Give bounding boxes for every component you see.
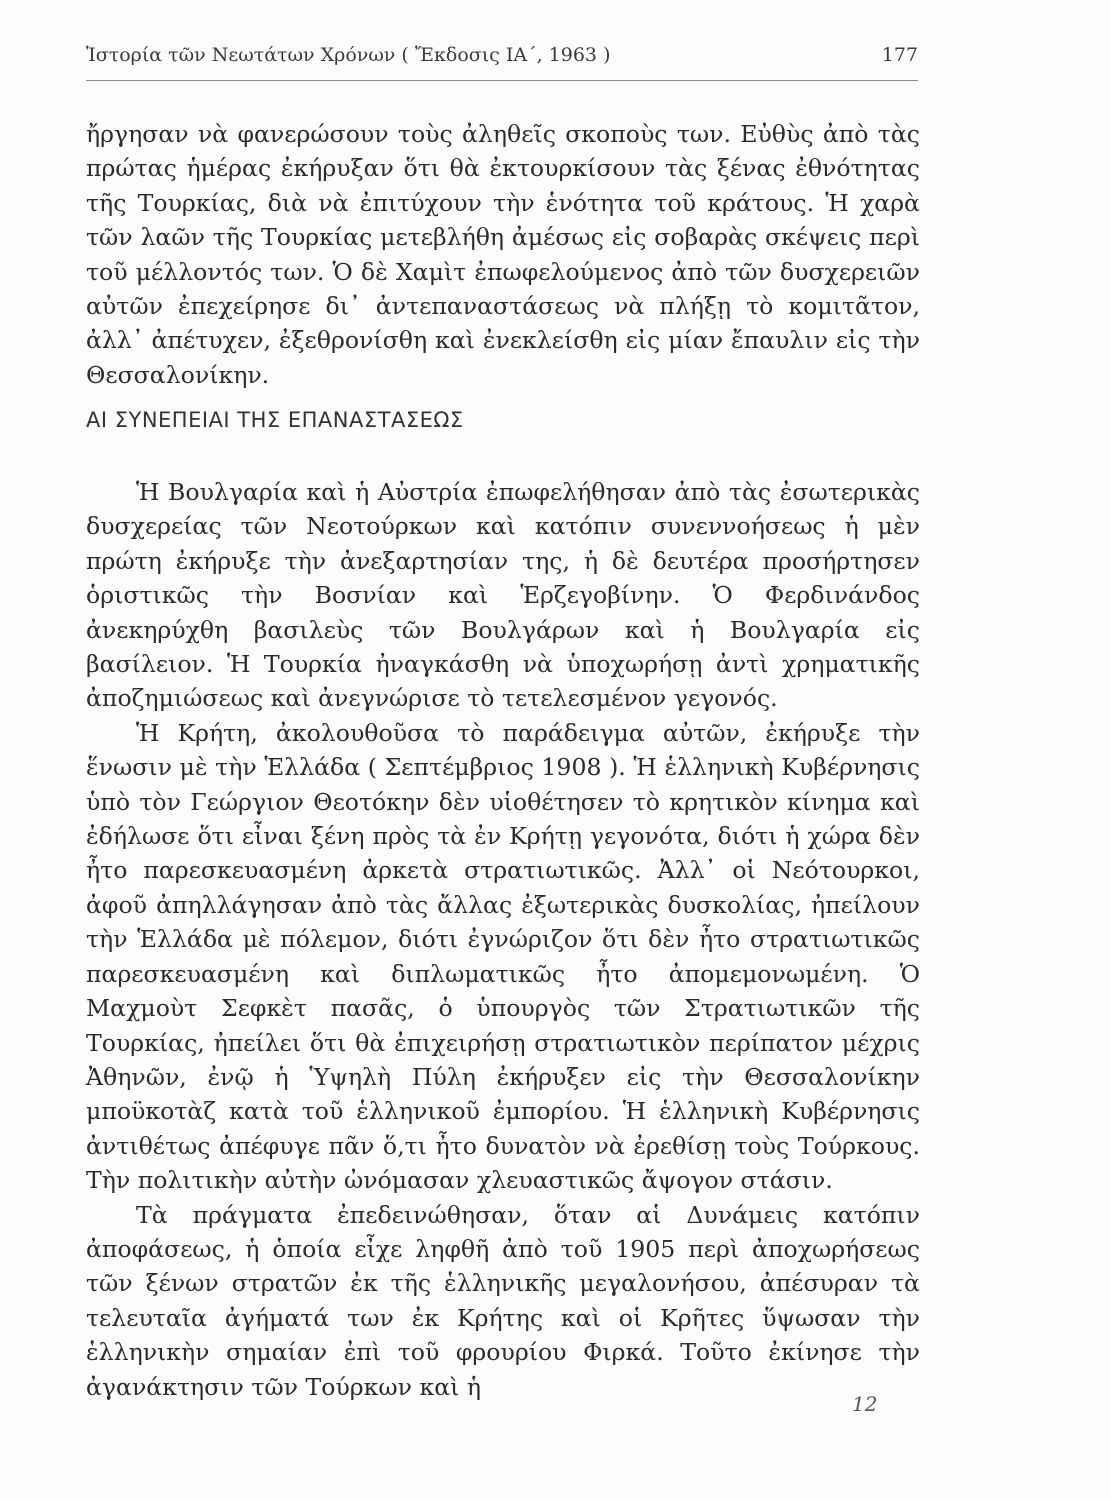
paragraph-crete: Ἡ Κρήτη, ἀκολουθοῦσα τὸ παράδειγμα αὐτῶν, ἐκήρυξε τὴν ἕνωσιν μὲ τὴν Ἑλλάδα ( Σεπτέμβριος 1908 ). Ἡ ἑλληνικὴ Κυβέρνησις ὑπὸ τὸν Γεώργιον Θεοτόκην δὲν υἱοθέτησεν τὸ κρητικὸν κίνημα καὶ ἐδήλωσε ὅτι εἶναι ξένη πρὸς τὰ ἐν Κρήτῃ γεγονότα, διότι ἡ χώρα δὲν ἦτο παρεσκευασμένη ἀρκετὰ στρατιωτικῶς. Ἀλλ᾿ οἱ Νεότουρκοι, ἀφοῦ ἀπηλλάγησαν ἀπὸ τὰς ἄλλας ἐξωτερικὰς δυσκολίας, ἠπείλουν τὴν Ἑλλάδα μὲ πόλεμον, διότι ἐγνώριζον ὅτι δὲν ἦτο στρατιωτικῶς παρεσκευασμένη καὶ διπλωματικῶς ἦτο ἀπομεμονωμένη. Ὁ Μαχμοὺτ Σεφκὲτ πασᾶς, ὁ ὑπουργὸς τῶν Στρατιωτικῶν τῆς Τουρκίας, ἠπείλει ὅτι θὰ ἐπιχειρήσῃ στρατιωτικὸν περίπατον μέχρις Ἀθηνῶν, ἐνῷ ἡ Ὑψηλὴ Πύλη ἐκήρυξεν εἰς τὴν Θεσσαλονίκην μποϋκοτὰζ κατὰ τοῦ ἑλληνικοῦ ἐμπορίου. Ἡ ἑλληνικὴ Κυβέρνησις ἀντιθέτως ἀπέφυγε πᾶν ὅ,τι ἦτο δυνατὸν νὰ ἐρεθίσῃ τοὺς Τούρκους. Τὴν πολιτικὴν αὐτὴν ὠνόμασαν χλευαστικῶς ἄψογον στάσιν. bbox=[86, 718, 920, 1195]
page-number: 177 bbox=[881, 44, 918, 66]
header-rule bbox=[86, 80, 918, 81]
running-title: Ἱστορία τῶν Νεωτάτων Χρόνων ( Ἔκδοσις ΙΑ΄, 1963 ) bbox=[86, 44, 611, 66]
page-signature: 12 bbox=[852, 1392, 878, 1416]
paragraph-bulgaria: Ἡ Βουλγαρία καὶ ἡ Αὐστρία ἐπωφελήθησαν ἀπὸ τὰς ἐσωτερικὰς δυσχερείας τῶν Νεοτούρκων καὶ κατόπιν συνεννοήσεως ἡ μὲν πρώτη ἐκήρυξε τὴν ἀνεξαρτησίαν της, ἡ δὲ δευτέρα προσήρτησεν ὁριστικῶς τὴν Βοσνίαν καὶ Ἑρζεγοβίνην. Ὁ Φερδινάνδος ἀνεκηρύχθη βασιλεὺς τῶν Βουλγάρων καὶ ἡ Βουλγαρία εἰς βασίλειον. Ἡ Τουρκία ἠναγκάσθη νὰ ὑποχωρήσῃ ἀντὶ χρηματικῆς ἀποζημιώσεως καὶ ἀνεγνώρισε τὸ τετελεσμένον γεγονός. bbox=[86, 478, 920, 713]
paragraph-powers: Τὰ πράγματα ἐπεδεινώθησαν, ὅταν αἱ Δυνάμεις κατόπιν ἀποφάσεως, ἡ ὁποία εἶχε ληφθῆ ἀπὸ τοῦ 1905 περὶ ἀποχωρήσεως τῶν ξένων στρατῶν ἐκ τῆς ἑλληνικῆς μεγαλονήσου, ἀπέσυραν τὰ τελευταῖα ἀγήματά των ἐκ Κρήτης καὶ οἱ Κρῆτες ὕψωσαν τὴν ἑλληνικὴν σημαίαν ἐπὶ τοῦ φρουρίου Φιρκά. Τοῦτο ἐκίνησε τὴν ἀγανάκτησιν τῶν Τούρκων καὶ ἡ bbox=[86, 1200, 920, 1401]
section-body bbox=[86, 475, 920, 1404]
opening-paragraph-block bbox=[86, 117, 920, 392]
running-header bbox=[86, 44, 918, 66]
section-heading: ΑΙ ΣΥΝΕΠΕΙΑΙ ΤΗΣ ΕΠΑΝΑΣΤΑΣΕΩΣ bbox=[86, 408, 464, 432]
opening-paragraph: ἤργησαν νὰ φανερώσουν τοὺς ἀληθεῖς σκοποὺς των. Εὐθὺς ἀπὸ τὰς πρώτας ἡμέρας ἐκήρυξαν ὅτι θὰ ἐκτουρκίσουν τὰς ξένας ἐθνότητας τῆς Τουρκίας, διὰ νὰ ἐπιτύχουν τὴν ἑνότητα τοῦ κράτους. Ἡ χαρὰ τῶν λαῶν τῆς Τουρκίας μετεβλήθη ἀμέσως εἰς σοβαρὰς σκέψεις περὶ τοῦ μέλλοντός των. Ὁ δὲ Χαμὶτ ἐπωφελούμενος ἀπὸ τῶν δυσχερειῶν αὐτῶν ἐπεχείρησε δι᾿ ἀντεπαναστάσεως νὰ πλήξῃ τὸ κομιτᾶτον, ἀλλ᾿ ἀπέτυχεν, ἐξεθρονίσθη καὶ ἐνεκλείσθη εἰς μίαν ἔπαυλιν εἰς τὴν Θεσσαλονίκην. bbox=[86, 120, 920, 389]
